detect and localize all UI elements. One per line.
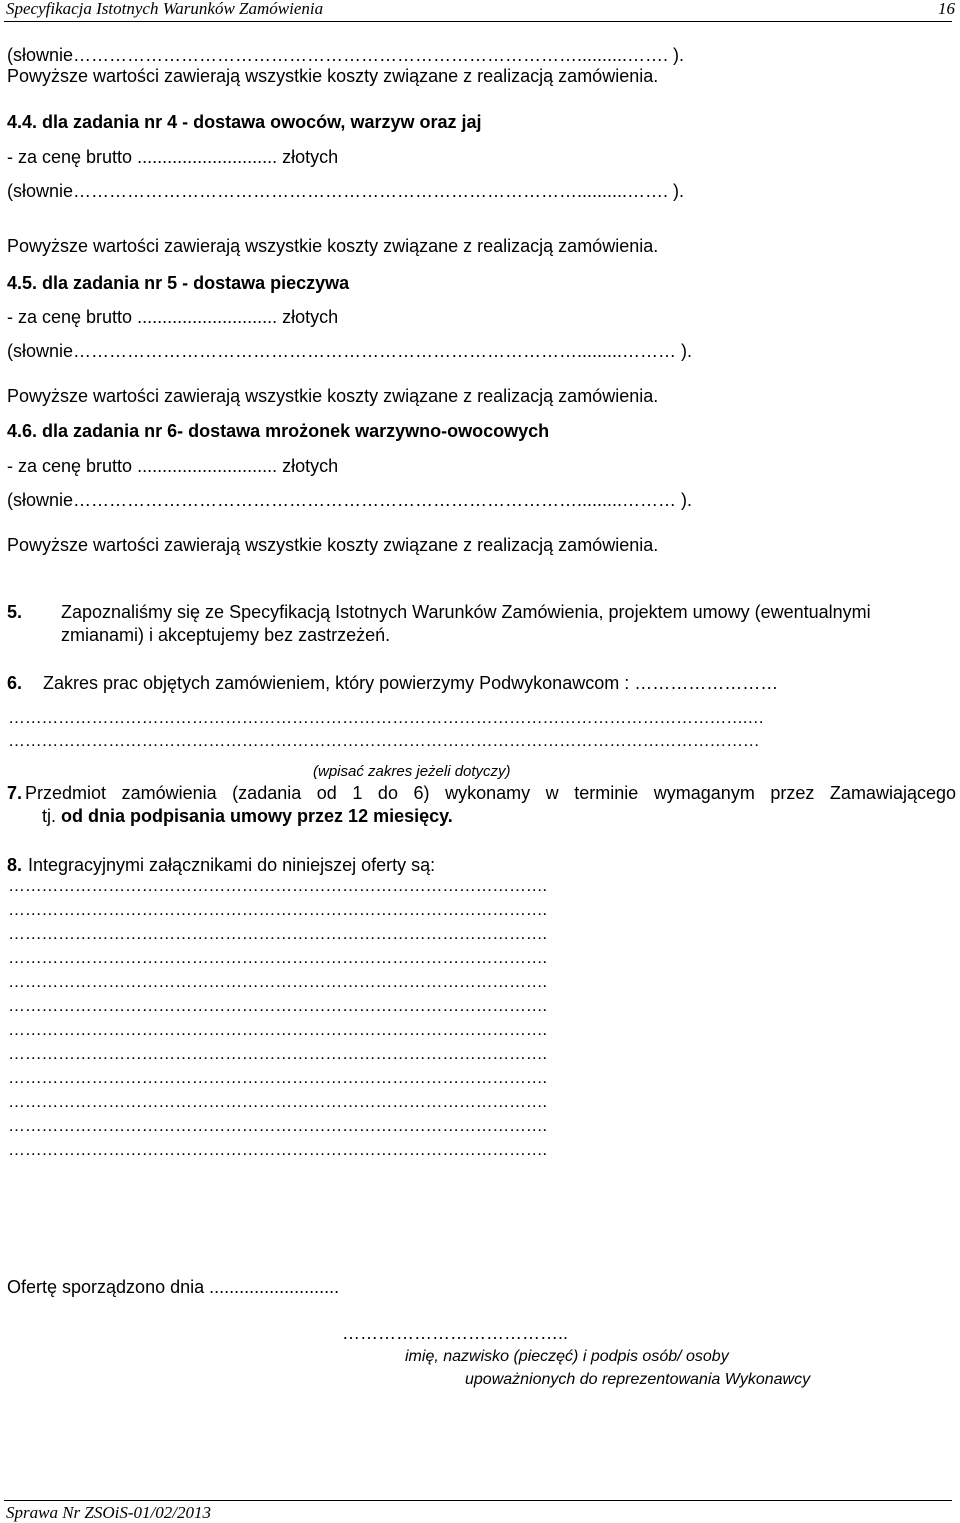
task-number: 4.6. <box>7 421 38 441</box>
attachment-line: ……………………………………………………………………………………. <box>8 948 547 967</box>
attachment-line: ……………………………………………………………………………………. <box>8 1116 547 1135</box>
task-heading-4-4 <box>7 112 482 133</box>
price-note-top: Powyższe wartości zawierają wszystkie koszty związane z realizacją zamówienia. <box>7 66 659 86</box>
attachment-line: ……………………………………………………………………………………. <box>8 1044 547 1063</box>
task-heading-4-6 <box>7 421 549 442</box>
slownie-line-4-5: (słownie………………………………………………………………………….........……… ). <box>7 341 693 361</box>
signature-caption-1: imię, nazwisko (pieczęć) i podpis osób/ osoby <box>405 1348 729 1365</box>
task-number: 4.4. <box>7 112 38 132</box>
header-rule <box>4 21 952 22</box>
attachment-line: ……………………………………………………………………………………. <box>8 1092 547 1111</box>
price-note-4-6: Powyższe wartości zawierają wszystkie koszty związane z realizacją zamówienia. <box>7 535 659 555</box>
page-number: 16 <box>938 0 955 18</box>
task-title: dla zadania nr 4 - dostawa owoców, warzyw oraz jaj <box>42 112 482 132</box>
section-7-line1-wrap <box>25 783 956 804</box>
section-6-dots-1: …………………………………………………………………………………………………………………….… <box>8 708 764 727</box>
signature-dots: ……………………………….. <box>342 1323 569 1343</box>
price-note-4-5: Powyższe wartości zawierają wszystkie koszty związane z realizacją zamówienia. <box>7 386 659 406</box>
offer-date: Ofertę sporządzono dnia .......................... <box>7 1277 340 1297</box>
attachment-line: ……………………………………………………………………………………. <box>8 900 547 919</box>
case-number: Sprawa Nr ZSOiS-01/02/2013 <box>6 1503 211 1522</box>
section-6-text: Zakres prac objętych zamówieniem, który powierzymy Podwykonawcom : …………………… <box>43 673 779 693</box>
task-number: 4.5. <box>7 273 38 293</box>
price-line-4-6: - za cenę brutto ............................ złotych <box>7 456 339 476</box>
section-7-line2 <box>42 806 453 827</box>
header-title: Specyfikacja Istotnych Warunków Zamówienia <box>6 0 324 18</box>
task-title: dla zadania nr 6- dostawa mrożonek warzywno-owocowych <box>42 421 550 441</box>
price-note-4-4: Powyższe wartości zawierają wszystkie koszty związane z realizacją zamówienia. <box>7 236 659 256</box>
attachment-line: ……………………………………………………………………………………. <box>8 996 547 1015</box>
section-7-prefix: tj. <box>42 806 57 826</box>
task-title: dla zadania nr 5 - dostawa pieczywa <box>42 273 350 293</box>
attachment-line: ……………………………………………………………………………………. <box>8 1068 547 1087</box>
section-6-hint: (wpisać zakres jeżeli dotyczy) <box>313 763 511 780</box>
section-5-line1: Zapoznaliśmy się ze Specyfikacją Istotnych Warunków Zamówienia, projektem umowy (ewentualnymi <box>61 602 871 622</box>
slownie-line-top: (słownie…………………………………………………………………………..........……. ). <box>7 45 685 65</box>
attachment-line: ……………………………………………………………………………………. <box>8 1020 547 1039</box>
section-8-number: 8. <box>7 855 23 875</box>
attachment-line: ……………………………………………………………………………………. <box>8 1140 547 1159</box>
section-5-number: 5. <box>7 602 23 622</box>
slownie-line-4-4: (słownie…………………………………………………………………………..........……. ). <box>7 181 685 201</box>
attachment-line: ……………………………………………………………………………………. <box>8 924 547 943</box>
price-line-4-4: - za cenę brutto ............................ złotych <box>7 147 339 167</box>
section-7-line1: Przedmiot zamówienia (zadania od 1 do 6) wykonamy w terminie wymaganym przez Zamawiającego <box>25 783 956 803</box>
section-8-text: Integracyjnymi załącznikami do niniejszej oferty są: <box>28 855 436 875</box>
section-7-deadline: od dnia podpisania umowy przez 12 miesięcy. <box>61 806 453 826</box>
price-line-4-5: - za cenę brutto ............................ złotych <box>7 307 339 327</box>
section-6-dots-2: ……………………………………………………………………………………………………………………… <box>8 731 760 750</box>
attachment-line: ……………………………………………………………………………………. <box>8 972 547 991</box>
section-5-line2: zmianami) i akceptujemy bez zastrzeżeń. <box>61 625 391 645</box>
signature-caption-2: upoważnionych do reprezentowania Wykonawcy <box>465 1371 811 1388</box>
footer-rule <box>4 1500 952 1501</box>
section-7-number: 7. <box>7 783 23 803</box>
attachment-line: ……………………………………………………………………………………. <box>8 876 547 895</box>
task-heading-4-5 <box>7 273 349 294</box>
slownie-line-4-6: (słownie………………………………………………………………………….........……… ). <box>7 490 693 510</box>
section-6-number: 6. <box>7 673 23 693</box>
